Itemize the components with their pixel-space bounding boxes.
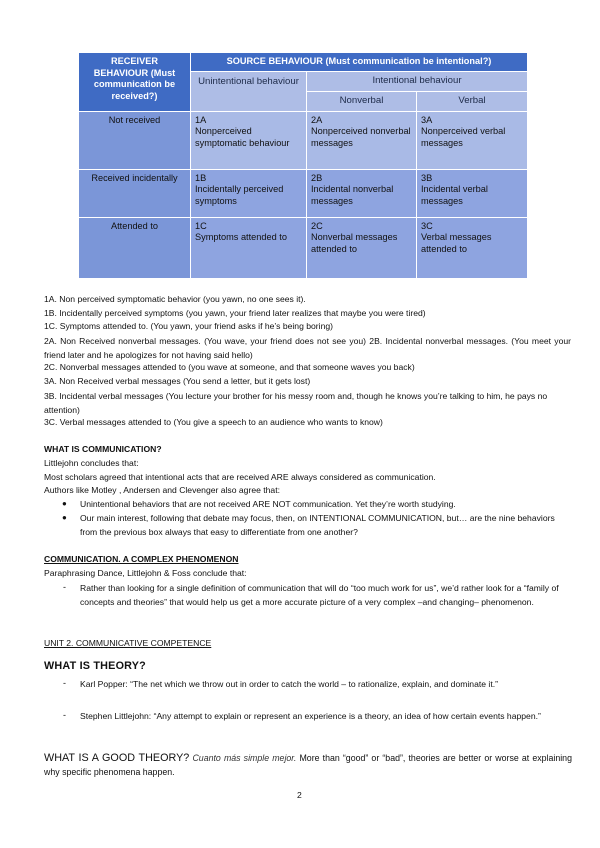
cell-3c: 3C Verbal messages attended to <box>417 217 528 278</box>
example-1c: 1C. Symptoms attended to. (You yawn, your friend asks if he’s being boring) <box>44 321 334 331</box>
littlejohn-quote: Stephen Littlejohn: “Any attempt to explain or represent an experience is a theory, an idea of how certain events happen.” <box>80 711 541 721</box>
example-3c: 3C. Verbal messages attended to (You give a speech to an audience who wants to know) <box>44 417 383 427</box>
cell-1c: 1C Symptoms attended to <box>191 217 307 278</box>
unit-2-heading: UNIT 2. COMMUNICATIVE COMPETENCE <box>44 638 212 648</box>
bullet-icon: ● <box>62 513 67 522</box>
row-label-received-incidentally: Received incidentally <box>79 169 191 217</box>
receiver-behaviour-header: RECEIVER BEHAVIOUR (Must communication be received?) <box>79 53 191 112</box>
family-of-concepts: Rather than looking for a single definition of communication that will do “too much work for us”, we’d rather look for a “family of concepts and theories” that would help us get a more accurate picture of a very complex –and changing– phenomenon. <box>80 583 559 607</box>
example-3a: 3A. Non Received verbal messages (You send a letter, but it gets lost) <box>44 376 311 386</box>
nonverbal-header: Nonverbal <box>307 91 417 111</box>
good-theory-paragraph <box>44 751 572 779</box>
scholars-agreed: Most scholars agreed that intentional acts that are received ARE always considered as communication. <box>44 472 436 482</box>
source-behaviour-header: SOURCE BEHAVIOUR (Must communication be intentional?) <box>191 53 528 72</box>
good-theory-text: More than “good” or “bad”, theories are better or worse at explaining why specific phenomena happen. <box>44 753 572 777</box>
cell-1b: 1B Incidentally perceived symptoms <box>191 169 307 217</box>
what-is-communication-heading: WHAT IS COMMUNICATION? <box>44 444 162 454</box>
littlejohn-concludes: Littlejohn concludes that: <box>44 458 139 468</box>
row-label-attended-to: Attended to <box>79 217 191 278</box>
dash-marker: - <box>63 710 66 720</box>
communication-behaviour-table <box>78 52 528 279</box>
good-theory-heading: WHAT IS A GOOD THEORY? <box>44 752 190 764</box>
what-is-theory-heading: WHAT IS THEORY? <box>44 660 146 672</box>
verbal-header: Verbal <box>417 91 528 111</box>
cell-3a: 3A Nonperceived verbal messages <box>417 111 528 169</box>
unintentional-header: Unintentional behaviour <box>191 71 307 111</box>
dash-marker: - <box>63 582 66 592</box>
bullet-unintentional: Unintentional behaviors that are not received ARE NOT communication. Yet they’re worth studying. <box>80 499 456 509</box>
good-theory-italic: Cuanto más simple mejor. <box>192 753 297 763</box>
bullet-intentional: Our main interest, following that debate may focus, then, on INTENTIONAL COMMUNICATION, but… are the nine behaviors from the previous box always that easy to differentiate from one another? <box>80 513 555 537</box>
paraphrasing-dance: Paraphrasing Dance, Littlejohn & Foss conclude that: <box>44 568 247 578</box>
cell-3b: 3B Incidental verbal messages <box>417 169 528 217</box>
authors-agree: Authors like Motley , Andersen and Clevenger also agree that: <box>44 485 280 495</box>
row-label-not-received: Not received <box>79 111 191 169</box>
page-number: 2 <box>297 790 302 800</box>
cell-1a: 1A Nonperceived symptomatic behaviour <box>191 111 307 169</box>
popper-quote: Karl Popper: “The net which we throw out in order to catch the world – to rationalize, explain, and dominate it.” <box>80 679 498 689</box>
intentional-header: Intentional behaviour <box>307 71 528 91</box>
example-2a-2b: 2A. Non Received nonverbal messages. (You wave, your friend does not see you) 2B. Incidental nonverbal messages. (You meet your friend later and he apologizes for not having said hello) <box>44 336 571 360</box>
cell-2c: 2C Nonverbal messages attended to <box>307 217 417 278</box>
complex-phenomenon-heading: COMMUNICATION. A COMPLEX PHENOMENON <box>44 554 239 564</box>
example-1a: 1A. Non perceived symptomatic behavior (you yawn, no one sees it). <box>44 294 306 304</box>
bullet-icon: ● <box>62 499 67 508</box>
example-3b: 3B. Incidental verbal messages (You lecture your brother for his messy room and, though he knows you’re talking to him, he pays no attention) <box>44 391 548 415</box>
dash-marker: - <box>63 678 66 688</box>
example-2c: 2C. Nonverbal messages attended to (you wave at someone, and that someone waves you back) <box>44 362 415 372</box>
example-1b: 1B. Incidentally perceived symptoms (you yawn, your friend later realizes that maybe you were tired) <box>44 308 426 318</box>
cell-2a: 2A Nonperceived nonverbal messages <box>307 111 417 169</box>
cell-2b: 2B Incidental nonverbal messages <box>307 169 417 217</box>
